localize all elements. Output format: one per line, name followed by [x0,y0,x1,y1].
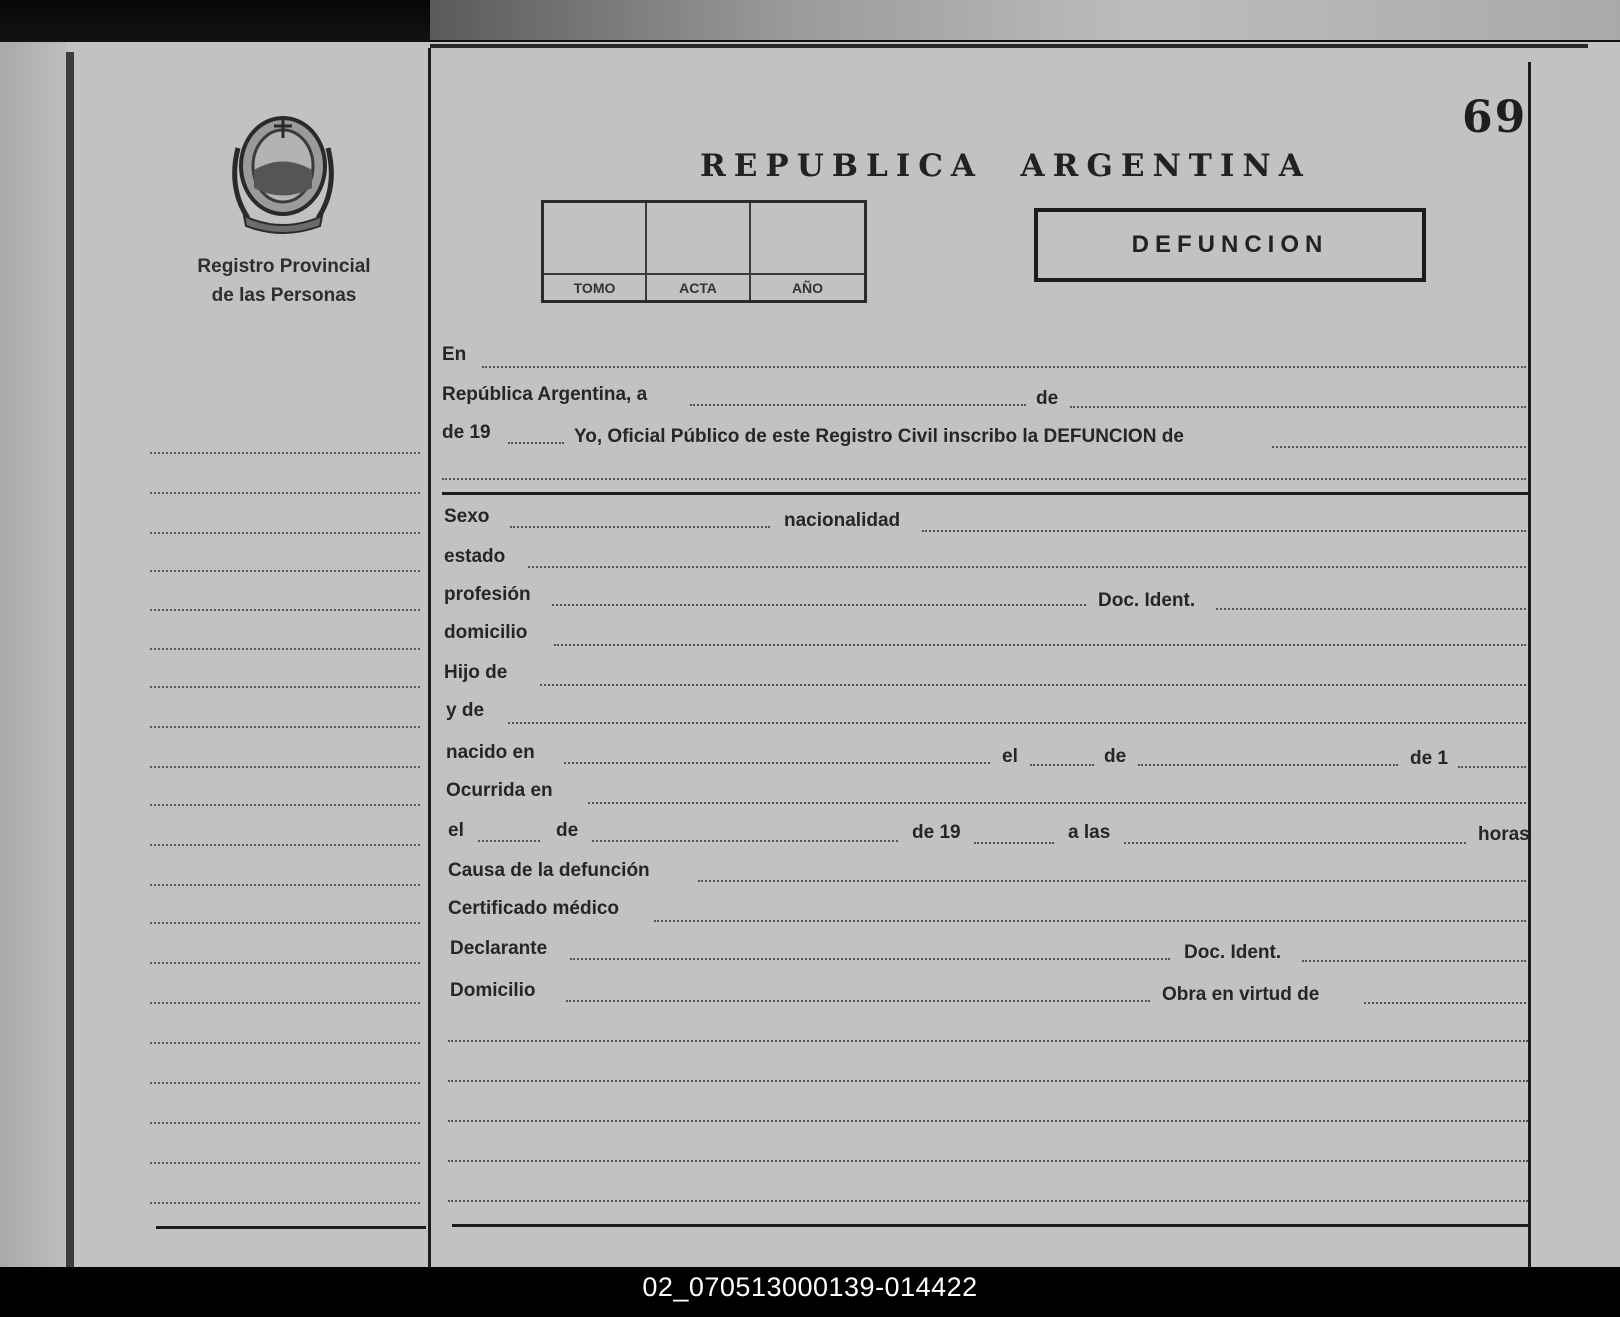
remarks-line[interactable] [448,1080,1528,1082]
sexo-field[interactable] [510,526,770,528]
obra-field[interactable] [1364,1002,1526,1004]
birth-month-field[interactable] [1138,764,1398,766]
remarks-line[interactable] [448,1040,1528,1042]
father-field[interactable] [540,684,1526,686]
registry-line-1: Registro Provincial [197,256,371,277]
background-glare [430,0,1620,40]
label-y-de: y de [446,700,485,721]
label-nacido-en: nacido en [446,742,535,763]
month-field[interactable] [1070,406,1526,408]
label-el-death: el [448,820,464,841]
death-place-field[interactable] [588,802,1526,804]
label-de-birth: de [1104,746,1127,767]
label-doc-ident: Doc. Ident. [1098,590,1196,611]
causa-field[interactable] [698,880,1526,882]
label-horas: horas [1478,824,1530,845]
day-field[interactable] [690,404,1026,406]
domicilio-field[interactable] [554,644,1526,646]
left-page-edge [0,42,66,1267]
death-day-field[interactable] [478,840,540,842]
label-doc-ident-declarante: Doc. Ident. [1184,942,1282,963]
document-type: DEFUNCION [1131,231,1329,258]
birth-day-field[interactable] [1030,764,1094,766]
estado-field[interactable] [528,566,1526,568]
label-de-death: de [556,820,579,841]
page-title: REPUBLICA ARGENTINA [700,148,1311,184]
label-declarante: Declarante [450,938,548,959]
death-month-field[interactable] [592,840,898,842]
death-time-field[interactable] [1124,842,1466,844]
document-type-box [1034,208,1426,282]
year-field[interactable] [508,442,564,444]
mother-field[interactable] [508,722,1526,724]
birth-year-field[interactable] [1458,766,1526,768]
label-a-las: a las [1068,822,1111,843]
tomo-cell[interactable] [544,203,647,300]
margin-line [150,1082,420,1084]
acta-label: ACTA [679,280,717,296]
label-estado: estado [444,546,506,567]
remarks-line[interactable] [448,1160,1528,1162]
margin-line [150,532,420,534]
margin-line [150,686,420,688]
death-year-field[interactable] [974,842,1054,844]
page-top-border [430,44,1588,48]
margin-line [150,726,420,728]
anio-cell[interactable] [751,203,864,300]
declarante-domicilio-field[interactable] [566,1000,1150,1002]
margin-line [150,1162,420,1164]
registry-name [164,252,404,310]
book-gutter [66,52,74,1267]
label-de-19: de 19 [442,422,491,443]
label-certificado: Certificado médico [448,898,620,919]
margin-line [150,492,420,494]
margin-line [150,804,420,806]
label-causa: Causa de la defunción [448,860,650,881]
remarks-line[interactable] [448,1120,1528,1122]
nacionalidad-field[interactable] [922,530,1526,532]
en-field[interactable] [482,366,1526,368]
label-republica: República Argentina, a [442,384,648,405]
label-de-month: de [1036,388,1059,409]
acta-cell[interactable] [647,203,751,300]
declarante-field[interactable] [570,958,1170,960]
registration-box [541,200,867,303]
registry-line-2: de las Personas [211,285,357,306]
label-de-1: de 1 [1410,748,1449,769]
margin-line [150,766,420,768]
margin-line [150,1202,420,1204]
page-number: 69 [1462,92,1528,143]
label-ocurrida-en: Ocurrida en [446,780,553,801]
label-obra-en-virtud: Obra en virtud de [1162,984,1320,1005]
section-divider [442,492,1528,495]
margin-line [150,570,420,572]
margin-line [150,609,420,611]
margin-line [150,884,420,886]
anio-label: AÑO [791,280,824,296]
margin-line [150,1042,420,1044]
margin-line [150,844,420,846]
label-profesion: profesión [444,584,531,605]
margin-line [150,1122,420,1124]
label-yo-oficial: Yo, Oficial Público de este Registro Civil inscribo la DEFUNCION de [574,426,1184,447]
certificado-field[interactable] [654,920,1526,922]
doc-ident-field[interactable] [1216,608,1526,610]
tomo-label: TOMO [573,280,616,296]
margin-line [150,922,420,924]
label-el-birth: el [1002,746,1018,767]
margin-line [150,452,420,454]
deceased-name-field-2[interactable] [442,478,1526,480]
margin-column-rule [428,48,431,1267]
margin-line [150,648,420,650]
page-bottom-rule [452,1224,1528,1227]
declarante-doc-field[interactable] [1302,960,1526,962]
deceased-name-field[interactable] [1272,446,1526,448]
label-de-19-death: de 19 [912,822,961,843]
right-border-rule [1528,62,1531,1267]
image-identifier: 02_070513000139-014422 [642,1272,978,1302]
label-en: En [442,344,467,365]
label-hijo-de: Hijo de [444,662,508,683]
label-domicilio: domicilio [444,622,528,643]
margin-bottom-rule [156,1226,426,1229]
label-sexo: Sexo [444,506,490,527]
margin-line [150,1002,420,1004]
provincial-seal-emblem [224,108,342,234]
profesion-field[interactable] [552,604,1086,606]
remarks-line[interactable] [448,1200,1528,1202]
label-domicilio-declarante: Domicilio [450,980,536,1001]
label-nacionalidad: nacionalidad [784,510,901,531]
birthplace-field[interactable] [564,762,990,764]
margin-line [150,962,420,964]
